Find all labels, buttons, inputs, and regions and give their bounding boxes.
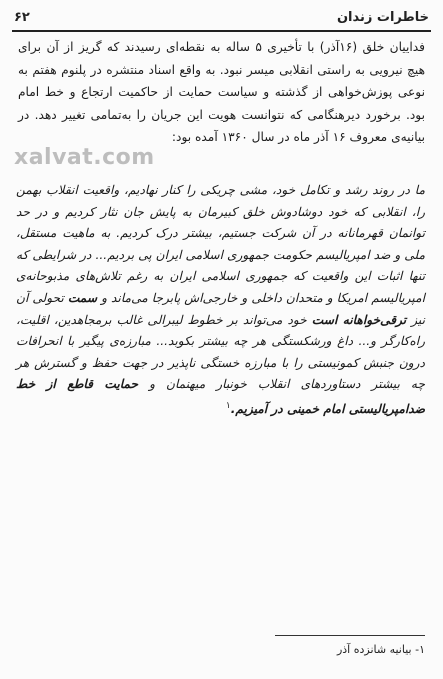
page-header — [14, 6, 429, 28]
footnote-marker: ۱ — [225, 400, 231, 411]
quote-text-3: خود می‌تواند بر خطوط لیبرالی غالب برمجاهدین، اقلیت، راه‌کارگر و... داغ ورشکستگی هر چه بیشتر بکوبد... مبارزه‌ی پیگیر با انحرافات درون جنبش کمونیستی را با مبارزه خستگی ناپذیر در جهت حفظ و گسترش هر چه بیشتر دستاوردهای انقلاب خونبار میهنمان و — [16, 312, 425, 392]
quote-text-2: تحولی آن نیز — [16, 290, 425, 327]
quote-bold-3: حمایت قاطع از خط ضدامپریالیستی امام خمینی در آمیزیم. — [16, 377, 425, 416]
quote-bold-1: سمت — [67, 290, 98, 305]
quoted-statement — [16, 180, 425, 421]
intro-paragraph: فداییان خلق (۱۶آذر) با تأخیری ۵ ساله به نقطه‌ای رسیدند که گریز از آن برای هیچ نیرویی به راستی انقلابی میسر نبود. به واقع اسناد منتشره در پلنوم هفتم به نوعی پوزش‌خواهی از گذشته و سیاست حمایت از حاکمیت ارتجاع و خط امام بود. برخورد دیرهنگامی که نتوانست هویت این جریان را به‌تمامی تغییر دهد. در بیانیه‌ی معروف ۱۶ آذر ماه در سال ۱۳۶۰ آمده بود: — [18, 40, 425, 145]
footnote-rule — [275, 635, 425, 636]
header-rule — [12, 30, 431, 32]
quote-text-1: ما در روند رشد و تکامل خود، مشی چریکی را کنار نهادیم، واقعیت انقلاب بهمن را، انقلابی که خود دوشادوش خلق کبیرمان به پایش جان نثار کردیم و در حد توانمان قهرمانانه در آن شرکت جستیم، بیشتر درک کردیم. به ماهیت مستقل، ملی و ضد امپریالیسم حکومت جمهوری اسلامی ایران پی بردیم... در شرایطی که تنها اثبات این واقعیت که جمهوری اسلامی ایران به رغم تلاش‌های مذبوحانه‌ی امپریالیسم امریکا و متحدان داخلی و خارجی‌اش پابرجا می‌ماند و — [16, 183, 425, 305]
running-title: خاطرات زندان — [336, 9, 429, 25]
watermark: xalvat.com — [14, 145, 155, 170]
footnote: ۱- بیانیه شانزده آذر — [336, 643, 425, 656]
page-number: ۶۲ — [14, 9, 30, 25]
quote-bold-2: ترقی‌خواهانه است — [311, 312, 407, 327]
